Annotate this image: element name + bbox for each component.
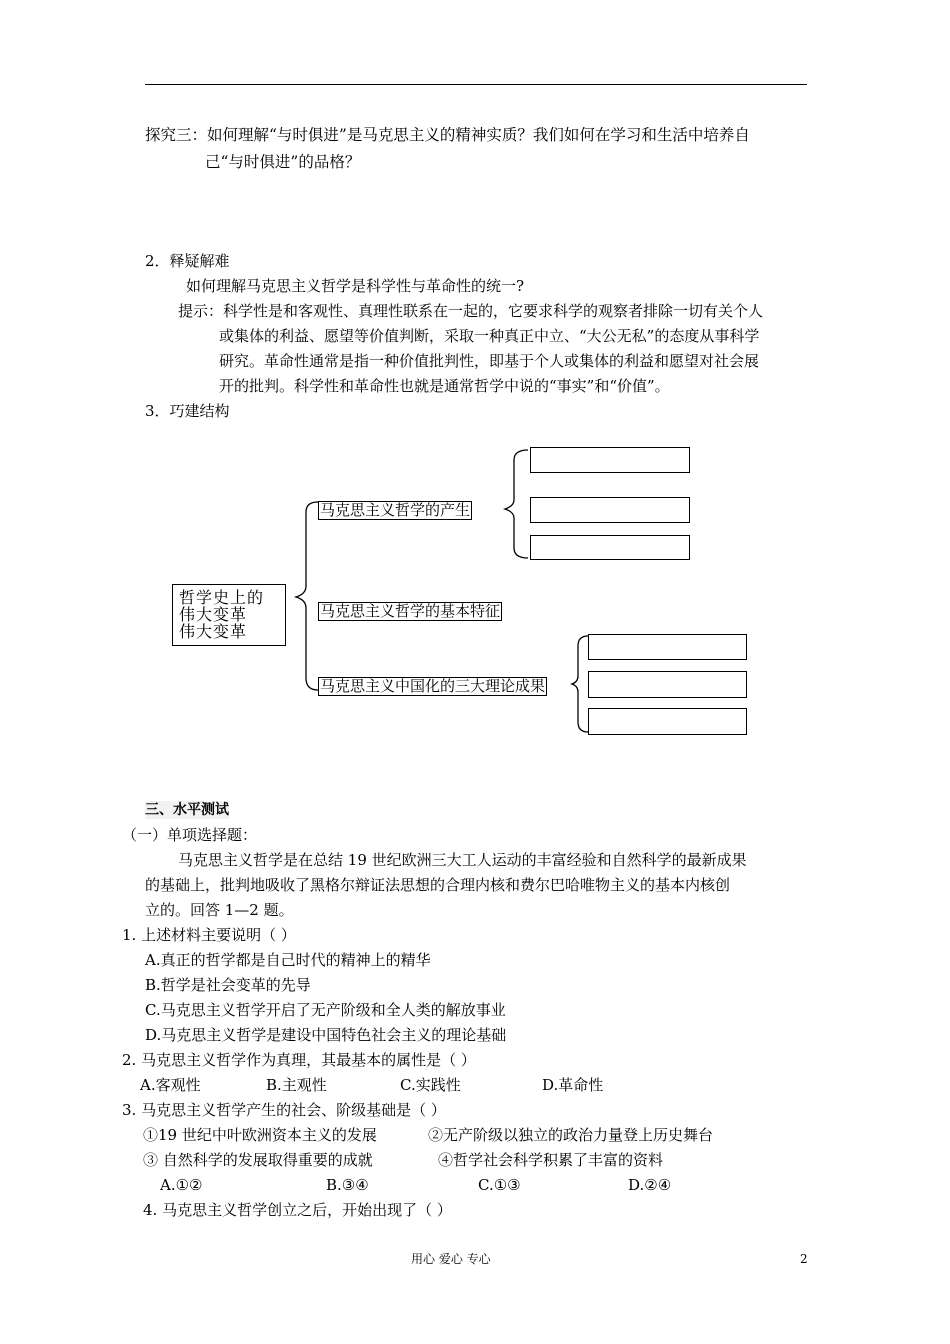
q1-option: B.哲学是社会变革的先导 [145, 976, 311, 994]
test-subheading: （一）单项选择题： [122, 826, 258, 844]
blank-box [588, 634, 747, 660]
q3-item: ③ 自然科学的发展取得重要的成就 [143, 1151, 373, 1169]
hint-line: 或集体的利益、愿望等价值判断，采取一种真正中立、“大公无私”的态度从事科学 [219, 327, 760, 345]
test-heading: 三、水平测试 [145, 802, 229, 818]
branch-three-theories: 马克思主义中国化的三大理论成果 [320, 677, 546, 695]
branch-features: 马克思主义哲学的基本特征 [320, 602, 501, 620]
q2-option: C.实践性 [400, 1076, 461, 1094]
hint-line: 研究。革命性通常是指一种价值批判性，即基于个人或集体的利益和愿望对社会展 [219, 352, 760, 370]
q2-option: A.客观性 [140, 1076, 201, 1094]
q1-stem: 1. 上述材料主要说明（ ） [122, 926, 296, 944]
material-line: 立的。回答 1—2 题。 [145, 901, 294, 919]
section2-question: 如何理解马克思主义哲学是科学性与革命性的统一? [186, 277, 525, 295]
section3-heading: 3．巧建结构 [145, 402, 230, 420]
q3-item: ①19 世纪中叶欧洲资本主义的发展 [143, 1126, 377, 1144]
q2-option: B.主观性 [266, 1076, 327, 1094]
q2-stem: 2. 马克思主义哲学作为真理，其最基本的属性是（ ） [122, 1051, 476, 1069]
q1-option: D.马克思主义哲学是建设中国特色社会主义的理论基础 [145, 1026, 507, 1044]
explore3-line2: 己“与时俱进”的品格？ [205, 153, 361, 171]
diagram-root-box [172, 584, 286, 646]
q3-stem: 3. 马克思主义哲学产生的社会、阶级基础是（ ） [122, 1101, 446, 1119]
explore3-line1: 探究三：如何理解“与时俱进”是马克思主义的精神实质？我们如何在学习和生活中培养自 [145, 126, 750, 144]
q3-option: B.③④ [326, 1176, 369, 1194]
q3-item: ②无产阶级以独立的政治力量登上历史舞台 [428, 1126, 714, 1144]
q1-option: A.真正的哲学都是自己时代的精神上的精华 [145, 951, 431, 969]
blank-box [530, 535, 690, 560]
material-line: 的基础上，批判地吸收了黑格尔辩证法思想的合理内核和费尔巴哈唯物主义的基本内核创 [145, 876, 731, 894]
root-line: 哲学史上的 [179, 588, 265, 607]
q3-option: C.①③ [478, 1176, 521, 1194]
hint-line: 开的批判。科学性和革命性也就是通常哲学中说的“事实”和“价值”。 [219, 377, 670, 395]
q3-option: D.②④ [628, 1176, 672, 1194]
q3-option: A.①② [160, 1176, 203, 1194]
material-line: 马克思主义哲学是在总结 19 世纪欧洲三大工人运动的丰富经验和自然科学的最新成果 [178, 851, 747, 869]
blank-box [588, 671, 747, 698]
q2-option: D.革命性 [542, 1076, 604, 1094]
q3-item: ④哲学社会科学积累了丰富的资料 [438, 1151, 664, 1169]
root-line: 伟大变革 [179, 622, 248, 641]
branch-origin: 马克思主义哲学的产生 [320, 501, 471, 519]
section2-heading: 2．释疑解难 [145, 252, 230, 270]
q4-stem: 4. 马克思主义哲学创立之后，开始出现了（ ） [143, 1201, 452, 1219]
q1-option: C.马克思主义哲学开启了无产阶级和全人类的解放事业 [145, 1001, 506, 1019]
hint-line: 提示：科学性是和客观性、真理性联系在一起的，它要求科学的观察者排除一切有关个人 [178, 302, 764, 320]
page-number: 2 [800, 1252, 808, 1266]
blank-box [530, 447, 690, 473]
blank-box [588, 708, 747, 735]
blank-box [530, 497, 690, 523]
root-line: 伟大变革 [179, 605, 248, 624]
footer-center: 用心 爱心 专心 [411, 1252, 491, 1266]
